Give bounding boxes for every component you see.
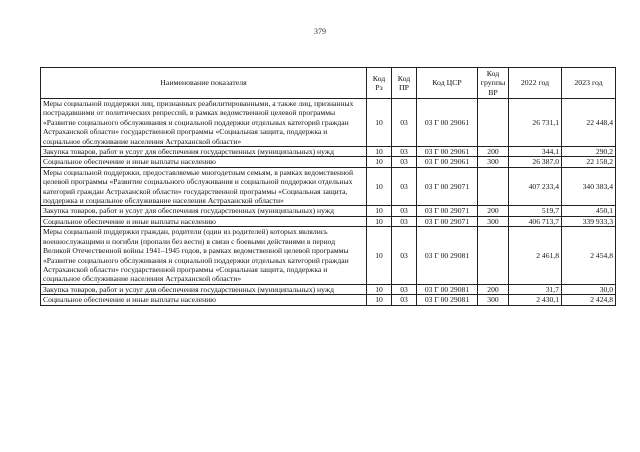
cell-rz: 10 [367, 99, 392, 147]
cell-y2023: 22 158,2 [562, 157, 616, 167]
header-vr: Код группы ВР [478, 68, 509, 99]
cell-vr [478, 227, 509, 284]
page-number: 379 [314, 27, 326, 36]
cell-y2023: 2 454,8 [562, 227, 616, 284]
cell-rz: 10 [367, 227, 392, 284]
cell-rz: 10 [367, 284, 392, 294]
table-row [41, 206, 616, 216]
header-rz: Код Рз [367, 68, 392, 99]
cell-vr: 200 [478, 206, 509, 216]
cell-csr: 03 Г 00 29061 [417, 147, 478, 157]
cell-pr: 03 [392, 216, 417, 226]
cell-name: Социальное обеспечение и иные выплаты населению [41, 157, 367, 167]
cell-y2022: 407 233,4 [509, 167, 562, 206]
cell-csr: 03 Г 00 29071 [417, 206, 478, 216]
cell-name: Закупка товаров, работ и услуг для обеспечения государственных (муниципальных) нужд [41, 206, 367, 216]
cell-y2022: 26 387,0 [509, 157, 562, 167]
header-2022: 2022 год [509, 68, 562, 99]
cell-y2023: 290,2 [562, 147, 616, 157]
cell-name: Социальное обеспечение и иные выплаты населению [41, 295, 367, 305]
table-row [41, 99, 616, 147]
header-name: Наименование показателя [41, 68, 367, 99]
cell-rz: 10 [367, 147, 392, 157]
cell-pr: 03 [392, 99, 417, 147]
table-header-row [41, 68, 616, 99]
cell-y2023: 340 383,4 [562, 167, 616, 206]
cell-rz: 10 [367, 167, 392, 206]
table-row [41, 284, 616, 294]
cell-pr: 03 [392, 167, 417, 206]
cell-vr: 300 [478, 216, 509, 226]
cell-csr: 03 Г 00 29081 [417, 227, 478, 284]
table-row [41, 227, 616, 284]
cell-rz: 10 [367, 295, 392, 305]
cell-pr: 03 [392, 227, 417, 284]
table-row [41, 167, 616, 206]
cell-csr: 03 Г 00 29081 [417, 284, 478, 294]
cell-vr: 200 [478, 147, 509, 157]
cell-y2022: 2 461,8 [509, 227, 562, 284]
cell-y2022: 406 713,7 [509, 216, 562, 226]
cell-y2023: 339 933,3 [562, 216, 616, 226]
cell-csr: 03 Г 00 29071 [417, 216, 478, 226]
budget-table [40, 67, 616, 306]
cell-pr: 03 [392, 157, 417, 167]
cell-y2022: 344,1 [509, 147, 562, 157]
cell-csr: 03 Г 00 29081 [417, 295, 478, 305]
cell-name: Закупка товаров, работ и услуг для обеспечения государственных (муниципальных) нужд [41, 147, 367, 157]
cell-rz: 10 [367, 216, 392, 226]
header-pr: Код ПР [392, 68, 417, 99]
cell-name: Закупка товаров, работ и услуг для обеспечения государственных (муниципальных) нужд [41, 284, 367, 294]
cell-csr: 03 Г 00 29061 [417, 99, 478, 147]
table-row [41, 295, 616, 305]
cell-vr: 300 [478, 157, 509, 167]
cell-name: Социальное обеспечение и иные выплаты населению [41, 216, 367, 226]
table-row [41, 157, 616, 167]
cell-name: Меры социальной поддержки лиц, признанных реабилитированными, а также лиц, признанных пострадавшими от политических репрессий, в рамках ведомственной целевой программы «Развитие социального обслуживания и социальной поддержки отдельных категорий граждан Астраханской области» государственной программы «Социальная защита, поддержка и социальное обслуживание населения Астраханской области» [41, 99, 367, 147]
header-csr: Код ЦСР [417, 68, 478, 99]
cell-y2023: 30,0 [562, 284, 616, 294]
cell-y2022: 31,7 [509, 284, 562, 294]
cell-pr: 03 [392, 284, 417, 294]
cell-y2022: 519,7 [509, 206, 562, 216]
cell-pr: 03 [392, 206, 417, 216]
cell-y2022: 2 430,1 [509, 295, 562, 305]
cell-name: Меры социальной поддержки, предоставляемые многодетным семьям, в рамках ведомственной целевой программы «Развитие социального обслуживания и социальной поддержки отдельных категорий граждан Астраханской области» государственной программы «Социальная защита, поддержка и социальное обслуживание населения Астраханской области» [41, 167, 367, 206]
cell-rz: 10 [367, 206, 392, 216]
header-2023: 2023 год [562, 68, 616, 99]
cell-pr: 03 [392, 147, 417, 157]
cell-vr [478, 99, 509, 147]
cell-vr: 200 [478, 284, 509, 294]
cell-y2022: 26 731,1 [509, 99, 562, 147]
cell-pr: 03 [392, 295, 417, 305]
cell-y2023: 450,1 [562, 206, 616, 216]
cell-csr: 03 Г 00 29071 [417, 167, 478, 206]
cell-rz: 10 [367, 157, 392, 167]
cell-vr [478, 167, 509, 206]
cell-y2023: 2 424,8 [562, 295, 616, 305]
cell-y2023: 22 448,4 [562, 99, 616, 147]
cell-csr: 03 Г 00 29061 [417, 157, 478, 167]
table-row [41, 147, 616, 157]
cell-vr: 300 [478, 295, 509, 305]
cell-name: Меры социальной поддержки граждан, родители (один из родителей) которых являлись военнослужащими и погибли (пропали без вести) в связи с боевыми действиями в период Великой Отечественной войны 1941–1945 годов, в рамках ведомственной целевой программы «Развитие социального обслуживания и социальной поддержки отдельных категорий граждан Астраханской области» государственной программы «Социальная защита, поддержка и социальное обслуживание населения Астраханской области» [41, 227, 367, 284]
table-row [41, 216, 616, 226]
